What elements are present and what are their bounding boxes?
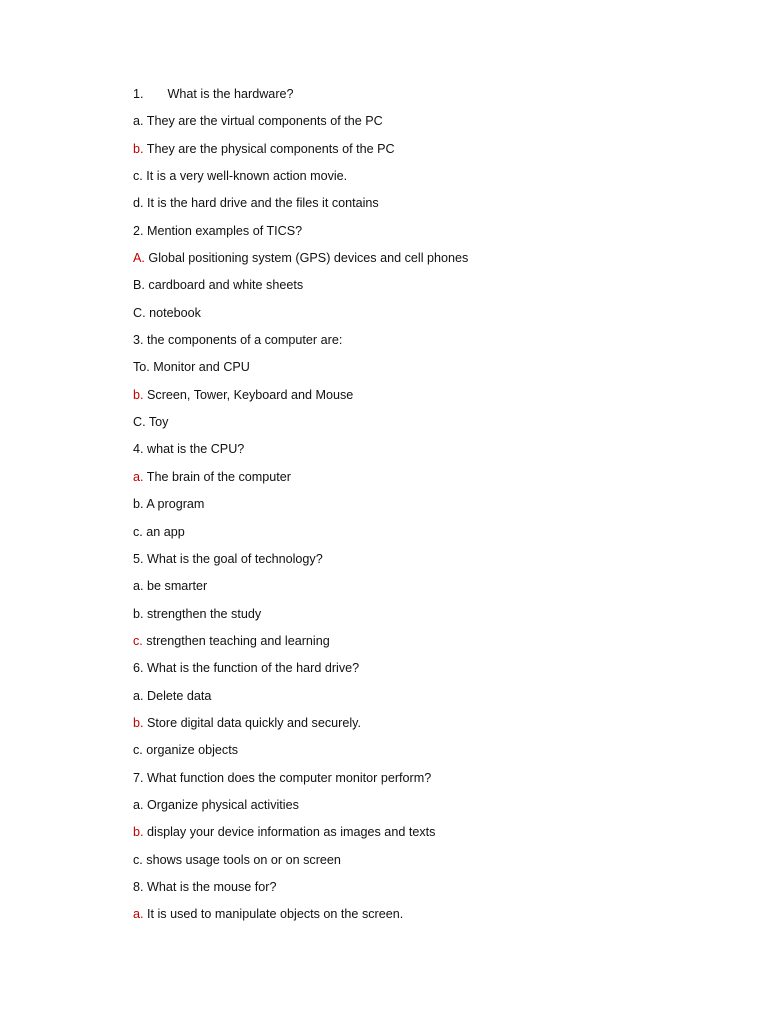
correct-option-line: [133, 905, 733, 932]
option-line: [133, 605, 733, 632]
option-line: [133, 741, 733, 768]
option-line: [133, 167, 733, 194]
line-marker: b.: [133, 141, 144, 156]
line-marker: b.: [133, 387, 144, 402]
option-line: [133, 796, 733, 823]
line-text: It is a very well-known action movie.: [142, 169, 348, 184]
line-text: notebook: [145, 305, 201, 320]
line-marker: 3.: [133, 333, 144, 348]
line-text: be smarter: [143, 579, 208, 594]
option-line: [133, 523, 733, 550]
line-marker: a.: [133, 579, 144, 594]
correct-option-line: [133, 714, 733, 741]
question-line: [133, 769, 733, 796]
line-marker: c.: [133, 743, 143, 758]
option-line: [133, 851, 733, 878]
option-line: [133, 413, 733, 440]
line-text: an app: [142, 524, 185, 539]
line-text: They are the physical components of the PC: [143, 141, 395, 156]
line-marker: b.: [133, 715, 144, 730]
option-line: [133, 112, 733, 139]
line-marker: c.: [133, 852, 143, 867]
line-text: What is the function of the hard drive?: [143, 661, 360, 676]
option-line: [133, 304, 733, 331]
line-marker: A.: [133, 251, 145, 266]
line-text: display your device information as images and texts: [143, 825, 436, 840]
question-line: [133, 331, 733, 358]
line-text: Delete data: [143, 688, 212, 703]
correct-option-line: [133, 386, 733, 413]
question-line: [133, 85, 733, 112]
line-text: Organize physical activities: [143, 797, 299, 812]
line-text: strengthen teaching and learning: [142, 633, 330, 648]
line-text: Mention examples of TICS?: [143, 223, 303, 238]
question-line: [133, 222, 733, 249]
line-marker: 7.: [133, 770, 144, 785]
option-line: [133, 577, 733, 604]
line-text: What is the mouse for?: [143, 879, 277, 894]
line-text: Store digital data quickly and securely.: [143, 715, 361, 730]
quiz-text: [133, 85, 733, 933]
line-text: shows usage tools on or on screen: [142, 852, 341, 867]
line-text: It is used to manipulate objects on the screen.: [143, 907, 404, 922]
line-marker: b.: [133, 606, 144, 621]
line-marker: 1.: [133, 87, 144, 101]
line-text: organize objects: [142, 743, 239, 758]
line-text: Toy: [145, 415, 169, 430]
line-marker: 2.: [133, 223, 144, 238]
line-text: the components of a computer are:: [143, 333, 343, 348]
question-line: [133, 659, 733, 686]
line-text: What is the goal of technology?: [143, 551, 323, 566]
line-marker: To.: [133, 360, 150, 375]
line-marker: B.: [133, 278, 145, 293]
line-marker: a.: [133, 114, 144, 129]
question-line: [133, 878, 733, 905]
line-marker: a.: [133, 907, 144, 922]
line-text: Monitor and CPU: [149, 360, 250, 375]
line-marker: c.: [133, 524, 143, 539]
line-marker: b.: [133, 825, 144, 840]
line-marker: a.: [133, 469, 144, 484]
option-line: [133, 687, 733, 714]
line-text: strengthen the study: [143, 606, 262, 621]
correct-option-line: [133, 823, 733, 850]
line-marker: a.: [133, 688, 144, 703]
option-line: [133, 358, 733, 385]
line-marker: 4.: [133, 442, 144, 457]
line-text: Global positioning system (GPS) devices and cell phones: [144, 251, 469, 266]
line-marker: b.: [133, 497, 144, 512]
line-marker: d.: [133, 196, 144, 211]
line-marker: C.: [133, 305, 146, 320]
line-marker: c.: [133, 169, 143, 184]
option-line: [133, 194, 733, 221]
line-text: It is the hard drive and the files it contains: [143, 196, 379, 211]
option-line: [133, 495, 733, 522]
line-marker: C.: [133, 415, 146, 430]
line-marker: 6.: [133, 661, 144, 676]
line-text: A program: [143, 497, 205, 512]
line-marker: 8.: [133, 879, 144, 894]
correct-option-line: [133, 632, 733, 659]
option-line: [133, 276, 733, 303]
line-marker: a.: [133, 797, 144, 812]
question-line: [133, 440, 733, 467]
correct-option-line: [133, 140, 733, 167]
line-marker: 5.: [133, 551, 144, 566]
line-marker: c.: [133, 633, 143, 648]
line-text: cardboard and white sheets: [144, 278, 304, 293]
line-text: what is the CPU?: [143, 442, 245, 457]
correct-option-line: [133, 249, 733, 276]
line-text: What is the hardware?: [167, 87, 294, 101]
line-text: Screen, Tower, Keyboard and Mouse: [143, 387, 354, 402]
correct-option-line: [133, 468, 733, 495]
line-text: The brain of the computer: [143, 469, 291, 484]
question-line: [133, 550, 733, 577]
line-text: What function does the computer monitor perform?: [143, 770, 432, 785]
line-text: They are the virtual components of the PC: [143, 114, 383, 129]
